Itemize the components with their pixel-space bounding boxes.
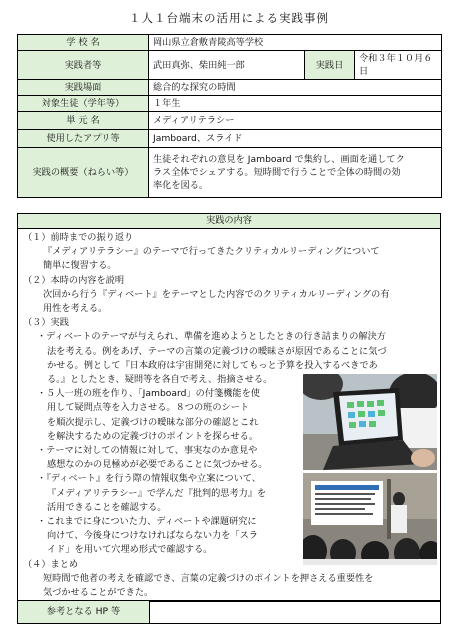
section-2-line: 次回から行う『ディベート』をテーマとした内容でのクリティカルリーディングの有 — [43, 288, 390, 300]
section-4-line: 気づかせることができた。 — [43, 587, 154, 599]
bullet-line: ・これまでに身についた力、ディベートや課題研究に — [37, 516, 257, 528]
reference-label: 参考となる HP 等 — [18, 601, 150, 623]
school-value: 岡山県立倉敷青陵高等学校 — [149, 35, 442, 51]
section-2-heading: （２）本時の内容を説明 — [23, 274, 125, 286]
bullet-line: 法を考える。例をあげ、テーマの言葉の定義づけの曖昧さが原因であることに気づ — [47, 345, 387, 357]
target-label: 対象生徒（学年等） — [18, 96, 149, 112]
classroom-presentation-photo — [303, 473, 437, 565]
bullet-line: ・ディベートのテーマが与えられ、準備を進めようとしたときの行き詰まりの解決方 — [37, 331, 386, 343]
section-1-line: 簡単に復習する。 — [43, 260, 117, 272]
bullet-line: イド」を用いて穴埋め形式で確認する。 — [47, 544, 213, 556]
laptop-photo-illustration — [303, 374, 437, 470]
reference-row — [17, 600, 441, 624]
scene-label: 実践場面 — [18, 80, 149, 96]
bullet-line: ・テーマに対しての情報に対して、事実なのか意見や — [37, 445, 258, 457]
summary-line: 率化を図る。 — [153, 180, 209, 191]
summary-value — [149, 148, 442, 198]
page-title: １人１台端末の活用による実践事例 — [129, 11, 329, 25]
section-4-line: 短時間で他者の考えを確認でき、言葉の定義づけのポイントを押さえる重要性を — [43, 572, 374, 584]
summary-line: ラス全体でシェアする。短時間で行うことで全体の時間の効 — [153, 167, 401, 178]
content-header: 実践の内容 — [18, 214, 440, 229]
classroom-laptop-photo — [303, 374, 437, 470]
bullet-line: る。』としたとき、疑問等を各自で考え、指摘させる。 — [47, 374, 273, 386]
bullet-line: 『メディアリテラシー』で学んだ『批判的思考力』を — [47, 487, 267, 499]
info-table — [17, 34, 442, 198]
school-label: 学 校 名 — [18, 35, 149, 51]
unit-value: メディアリテラシー — [149, 112, 442, 130]
bullet-line: ・５人一班の班を作り、「Jamboard」の付箋機能を使 — [37, 388, 260, 400]
bullet-line: かせる。例として『日本政府は宇宙開発に対してもっと予算を投入するべきであ — [47, 359, 378, 371]
date-value: 令和３年１０月６日 — [355, 51, 442, 80]
target-value: １年生 — [149, 96, 442, 112]
bullet-line: 活用できることを確認する。 — [47, 501, 167, 513]
teacher-value: 武田真弥、柴田純一郎 — [149, 51, 305, 80]
section-2-line: 用性を考える。 — [43, 303, 108, 315]
section-3-heading: （３）実践 — [23, 317, 69, 329]
summary-line: 生徒それぞれの意見を Jamboard で集約し、画面を通してク — [153, 154, 405, 165]
summary-label: 実践の概要（ねらい等） — [18, 148, 149, 198]
unit-label: 単 元 名 — [18, 112, 149, 130]
section-1-line: 『メディアリテラシー』のテーマで行ってきたクリティカルリーディングについて — [43, 246, 380, 258]
date-label: 実践日 — [305, 51, 355, 80]
teacher-label: 実践者等 — [18, 51, 149, 80]
section-4-heading: （４）まとめ — [23, 558, 79, 570]
apps-label: 使用したアプリ等 — [18, 130, 149, 148]
scene-value: 総合的な探究の時間 — [149, 80, 442, 96]
bullet-line: 向けて、今後身につけなければならない力を「スラ — [47, 530, 258, 542]
bullet-line: ・『ディベート』を行う際の情報収集や立案について、 — [37, 473, 261, 485]
bullet-line: を解決するための定義づけのポイントを探らせる。 — [47, 430, 259, 442]
section-1-heading: （１）前時までの振り返り — [23, 232, 134, 243]
bullet-line: を順次提示し、定義づけの曖昧な部分の確認とこれ — [47, 416, 259, 428]
apps-value: Jamboard、スライド — [149, 130, 442, 148]
presentation-photo-illustration — [303, 473, 437, 565]
bullet-line: 感想なのかの見極めが必要であることに気づかせる。 — [47, 459, 268, 471]
bullet-line: 用して疑問点等を入力させる。８つの班のシート — [47, 402, 250, 414]
